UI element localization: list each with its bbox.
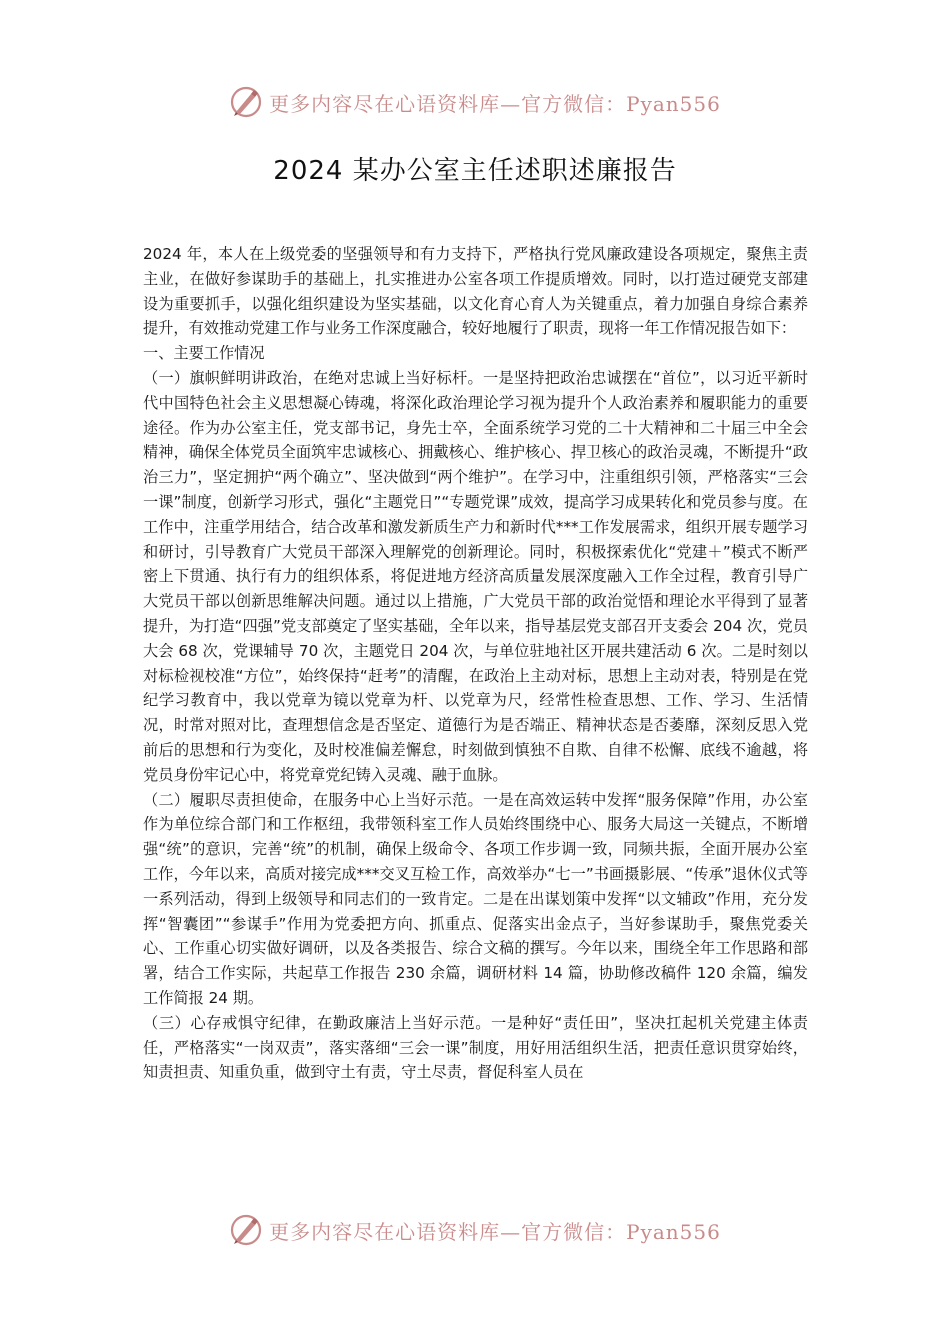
document-title: 2024 某办公室主任述职述廉报告: [273, 156, 677, 186]
watermark-text-bottom: 更多内容尽在心语资料库—官方微信：Pyan556: [269, 1219, 721, 1244]
paragraph-discipline: （三）心存戒惧守纪律，在勤政廉洁上当好示范。一是种好“责任田”，坚决扛起机关党建主体责任，严格落实“一岗双责”，落实落细“三会一课”制度，用好用活组织生活，把责任意识贯穿始终，知责担责、知重负重，做到守土有责，守土尽责，督促科室人员在: [143, 1013, 808, 1082]
watermark-banner-top: [0, 82, 950, 122]
paragraph-political: （一）旗帜鲜明讲政治，在绝对忠诚上当好标杆。一是坚持把政治忠诚摆在“首位”，以习近平新时代中国特色社会主义思想凝心铸魂，将深化政治理论学习视为提升个人政治素养和履职能力的重要途径。作为办公室主任，党支部书记，身先士卒，全面系统学习党的二十大精神和二十届三中全会精神，确保全体党员全面筑牢忠诚核心、拥戴核心、维护核心、捍卫核心的政治灵魂，不断提升“政治三力”，坚定拥护“两个确立”、坚决做到“两个维护”。在学习中，注重组织引领，严格落实“三会一课”制度，创新学习形式，强化“主题党日”“专题党课”成效，提高学习成果转化和党员参与度。在工作中，注重学用结合，结合改革和激发新质生产力和新时代***工作发展需求，组织开展专题学习和研讨，引导教育广大党员干部深入理解党的创新理论。同时，积极探索优化“党建＋”模式不断严密上下贯通、执行有力的组织体系，将促进地方经济高质量发展深度融入工作全过程，教育引导广大党员干部以创新思维解决问题。通过以上措施，广大党员干部的政治觉悟和理论水平得到了显著提升，为打造“四强”党支部奠定了坚实基础，全年以来，指导基层党支部召开支委会 204 次，党员大会 68 次，党课辅导 70 次，主题党日 204 次，与单位驻地社区开展共建活动 6 次。二是时刻以对标检视校准“方位”，始终保持“赶考”的清醒，在政治上主动对标，思想上主动对表，特别是在党纪学习教育中，我以党章为镜以党章为杆、以党章为尺，经常性检查思想、工作、学习、生活情况，时常对照对比，查理想信念是否坚定、道德行为是否端正、精神状态是否萎靡，深刻反思入党前后的思想和行为变化，及时校准偏差懈怠，时刻做到慎独不自欺、自律不松懈、底线不逾越，将党员身份牢记心中，将党章党纪铸入灵魂、融于血脉。: [143, 368, 808, 784]
watermark-text-top: 更多内容尽在心语资料库—官方微信：Pyan556: [269, 91, 721, 116]
watermark-banner-bottom: [0, 1210, 950, 1250]
pen-logo-icon: [229, 1213, 263, 1247]
document-body: [143, 242, 808, 1192]
intro-paragraph: 2024 年，本人在上级党委的坚强领导和有力支持下，严格执行党风廉政建设各项规定，聚焦主责主业，在做好参谋助手的基础上，扎实推进办公室各项工作提质增效。同时，以打造过硬党支部建设为重要抓手，以强化组织建设为坚实基础，以文化育心育人为关键重点，着力加强自身综合素养提升，有效推动党建工作与业务工作深度融合，较好地履行了职责，现将一年工作情况报告如下：: [143, 245, 808, 338]
pen-logo-icon: [229, 85, 263, 119]
section-heading: 一、主要工作情况: [143, 344, 265, 363]
paragraph-service: （二）履职尽责担使命，在服务中心上当好示范。一是在高效运转中发挥“服务保障”作用，办公室作为单位综合部门和工作枢纽，我带领科室工作人员始终围绕中心、服务大局这一关键点，不断增强“统”的意识，完善“统”的机制，确保上级命令、各项工作步调一致，同频共振，全面开展办公室工作，今年以来，高质对接完成***交叉互检工作，高效举办“七一”书画摄影展、“传承”退休仪式等一系列活动，得到上级领导和同志们的一致肯定。二是在出谋划策中发挥“以文辅政”作用，充分发挥“智囊团”“参谋手”作用为党委把方向、抓重点、促落实出金点子，当好参谋助手，聚焦党委关心、工作重心切实做好调研，以及各类报告、综合文稿的撰写。今年以来，围绕全年工作思路和部署，结合工作实际，共起草工作报告 230 余篇，调研材料 14 篇，协助修改稿件 120 余篇，编发工作简报 24 期。: [143, 790, 808, 1007]
